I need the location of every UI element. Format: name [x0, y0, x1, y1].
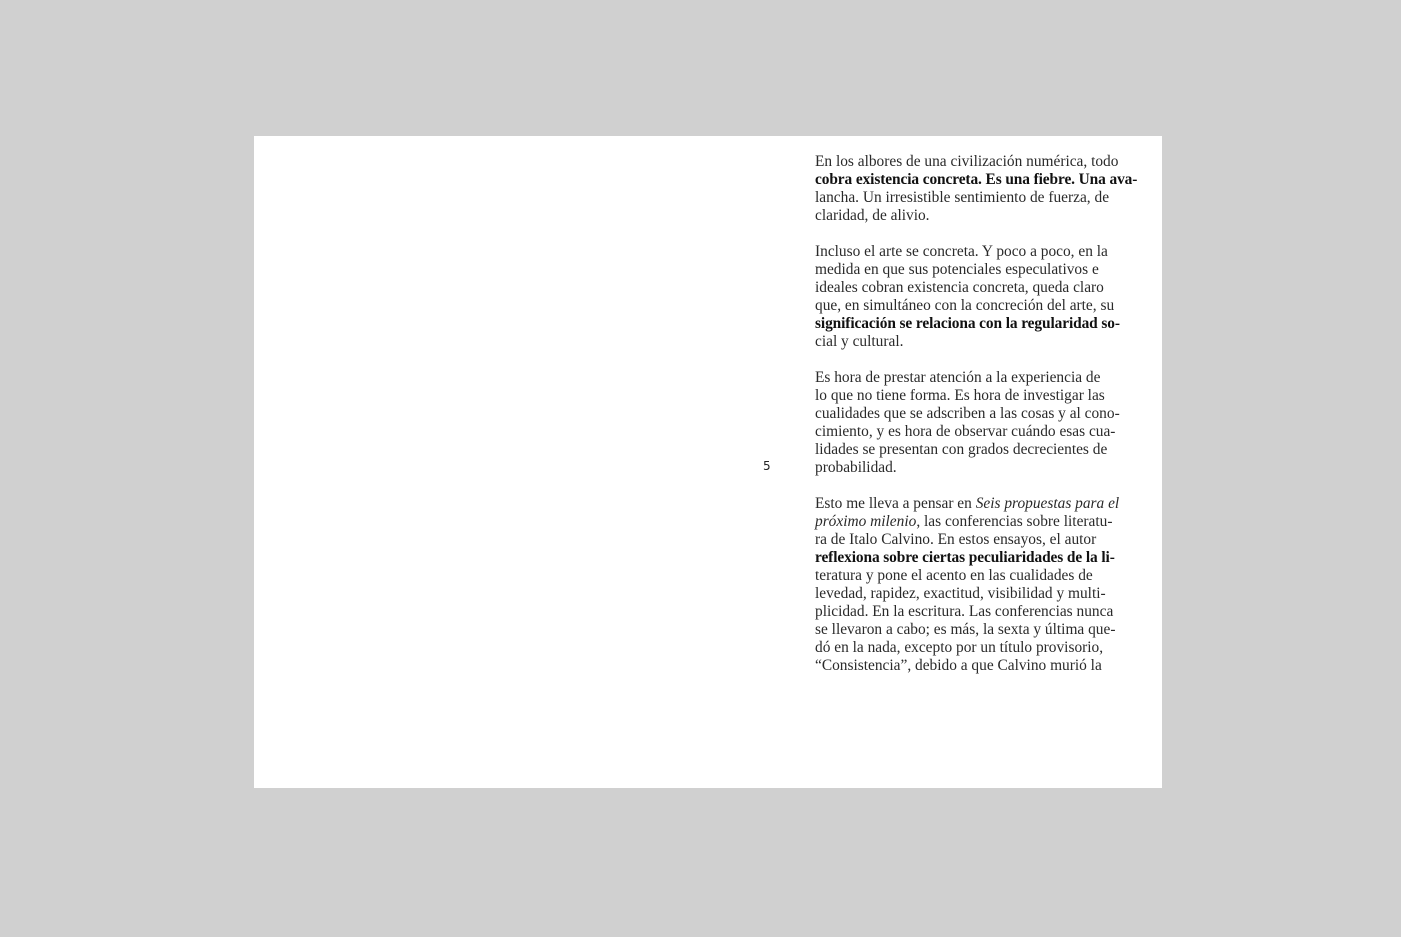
text-line: [815, 513, 1135, 531]
text-line: medida en que sus potenciales especulativos e: [815, 261, 1099, 278]
text-line: lidades se presentan con grados decrecientes de: [815, 441, 1108, 458]
paragraph: [815, 369, 1135, 477]
text-line: cimiento, y es hora de observar cuándo esas cua-: [815, 423, 1116, 440]
text-line: que, en simultáneo con la concreción del arte, su: [815, 297, 1115, 314]
book-title-italic: Seis propuestas para el: [975, 495, 1120, 512]
text-line-highlighted: cobra existencia concreta. Es una fiebre. Una ava-: [815, 171, 1138, 188]
text-line: teratura y pone el acento en las cualidades de: [815, 567, 1093, 584]
text-line: plicidad. En la escritura. Las conferencias nunca: [815, 603, 1114, 620]
text-line: se llevaron a cabo; es más, la sexta y última que-: [815, 621, 1116, 638]
text-line: [815, 495, 1135, 513]
text-line: cial y cultural.: [815, 333, 904, 350]
text-line: ideales cobran existencia concreta, queda claro: [815, 279, 1104, 296]
text-line-highlighted: reflexiona sobre ciertas peculiaridades de la li-: [815, 549, 1115, 566]
text-line: levedad, rapidez, exactitud, visibilidad y multi-: [815, 585, 1106, 602]
text-line: probabilidad.: [815, 459, 897, 476]
text-line: lancha. Un irresistible sentimiento de fuerza, de: [815, 189, 1110, 206]
text-line: dó en la nada, excepto por un título provisorio,: [815, 639, 1104, 656]
text-line: ra de Italo Calvino. En estos ensayos, el autor: [815, 531, 1097, 548]
body-text: [815, 153, 1138, 693]
book-spread: [254, 136, 1162, 788]
text-line: Incluso el arte se concreta. Y poco a poco, en la: [815, 243, 1108, 260]
text-segment: Esto me lleva a pensar en: [815, 495, 976, 512]
text-line: “Consistencia”, debido a que Calvino murió la: [815, 657, 1102, 674]
text-segment: , las conferencias sobre literatu-: [916, 513, 1113, 530]
paragraph: [815, 495, 1135, 675]
text-line: cualidades que se adscriben a las cosas y al cono-: [815, 405, 1120, 422]
page-number: 5: [763, 459, 771, 473]
text-line: lo que no tiene forma. Es hora de investigar las: [815, 387, 1105, 404]
paragraph: [815, 153, 1138, 225]
book-title-italic: próximo milenio: [815, 513, 917, 530]
text-line: Es hora de prestar atención a la experiencia de: [815, 369, 1101, 386]
text-line: En los albores de una civilización numérica, todo: [815, 153, 1119, 170]
text-line-highlighted: significación se relaciona con la regularidad so-: [815, 315, 1120, 332]
text-line: claridad, de alivio.: [815, 207, 930, 224]
paragraph: [815, 243, 1135, 351]
